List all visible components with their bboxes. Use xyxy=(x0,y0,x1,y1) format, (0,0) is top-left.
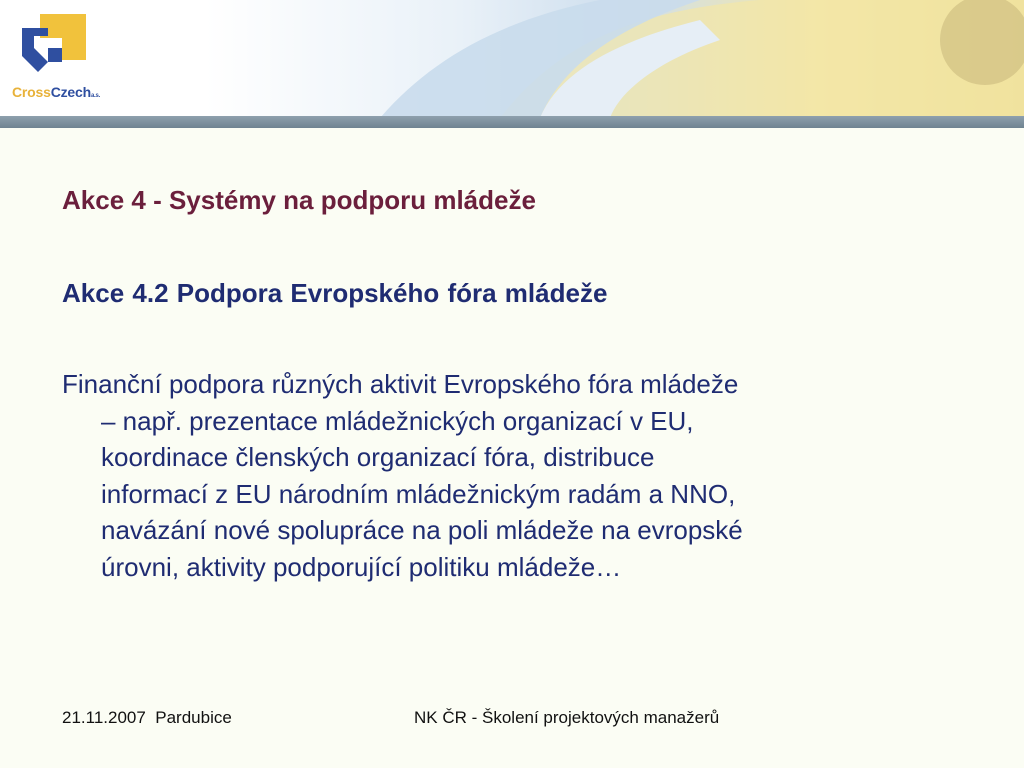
body-line: informací z EU národním mládežnickým radám a NNO, xyxy=(101,478,736,509)
body-line: koordinace členských organizací fóra, distribuce xyxy=(101,442,655,472)
body-line: navázání nové spolupráce na poli mládeže na evropské xyxy=(101,515,743,545)
body-line: úrovni, aktivity podporující politiku mládeže… xyxy=(101,551,622,582)
slide-title: Akce 4 - Systémy na podporu mládeže xyxy=(62,185,536,215)
footer-date-place: 21.11.2007 Pardubice xyxy=(62,708,232,727)
footer-event: NK ČR - Školení projektových manažerů xyxy=(414,708,720,727)
logo xyxy=(0,0,128,118)
logo-text-suffix: a.s. xyxy=(90,93,101,99)
logo-text-cross: Cross xyxy=(12,84,51,100)
slide-subtitle: Akce 4.2 Podpora Evropského fóra mládeže xyxy=(62,278,608,308)
header-banner xyxy=(0,0,1024,118)
body-line: Finanční podpora různých aktivit Evropského fóra mládeže xyxy=(62,369,739,399)
crossczech-logo-icon xyxy=(0,0,128,84)
header-divider xyxy=(0,116,1024,128)
logo-wordmark xyxy=(12,84,100,100)
slide-body xyxy=(62,366,962,585)
logo-text-czech: Czech xyxy=(50,84,91,100)
body-line: – např. prezentace mládežnických organizací v EU, xyxy=(101,405,694,436)
header-decoration xyxy=(0,0,1024,118)
